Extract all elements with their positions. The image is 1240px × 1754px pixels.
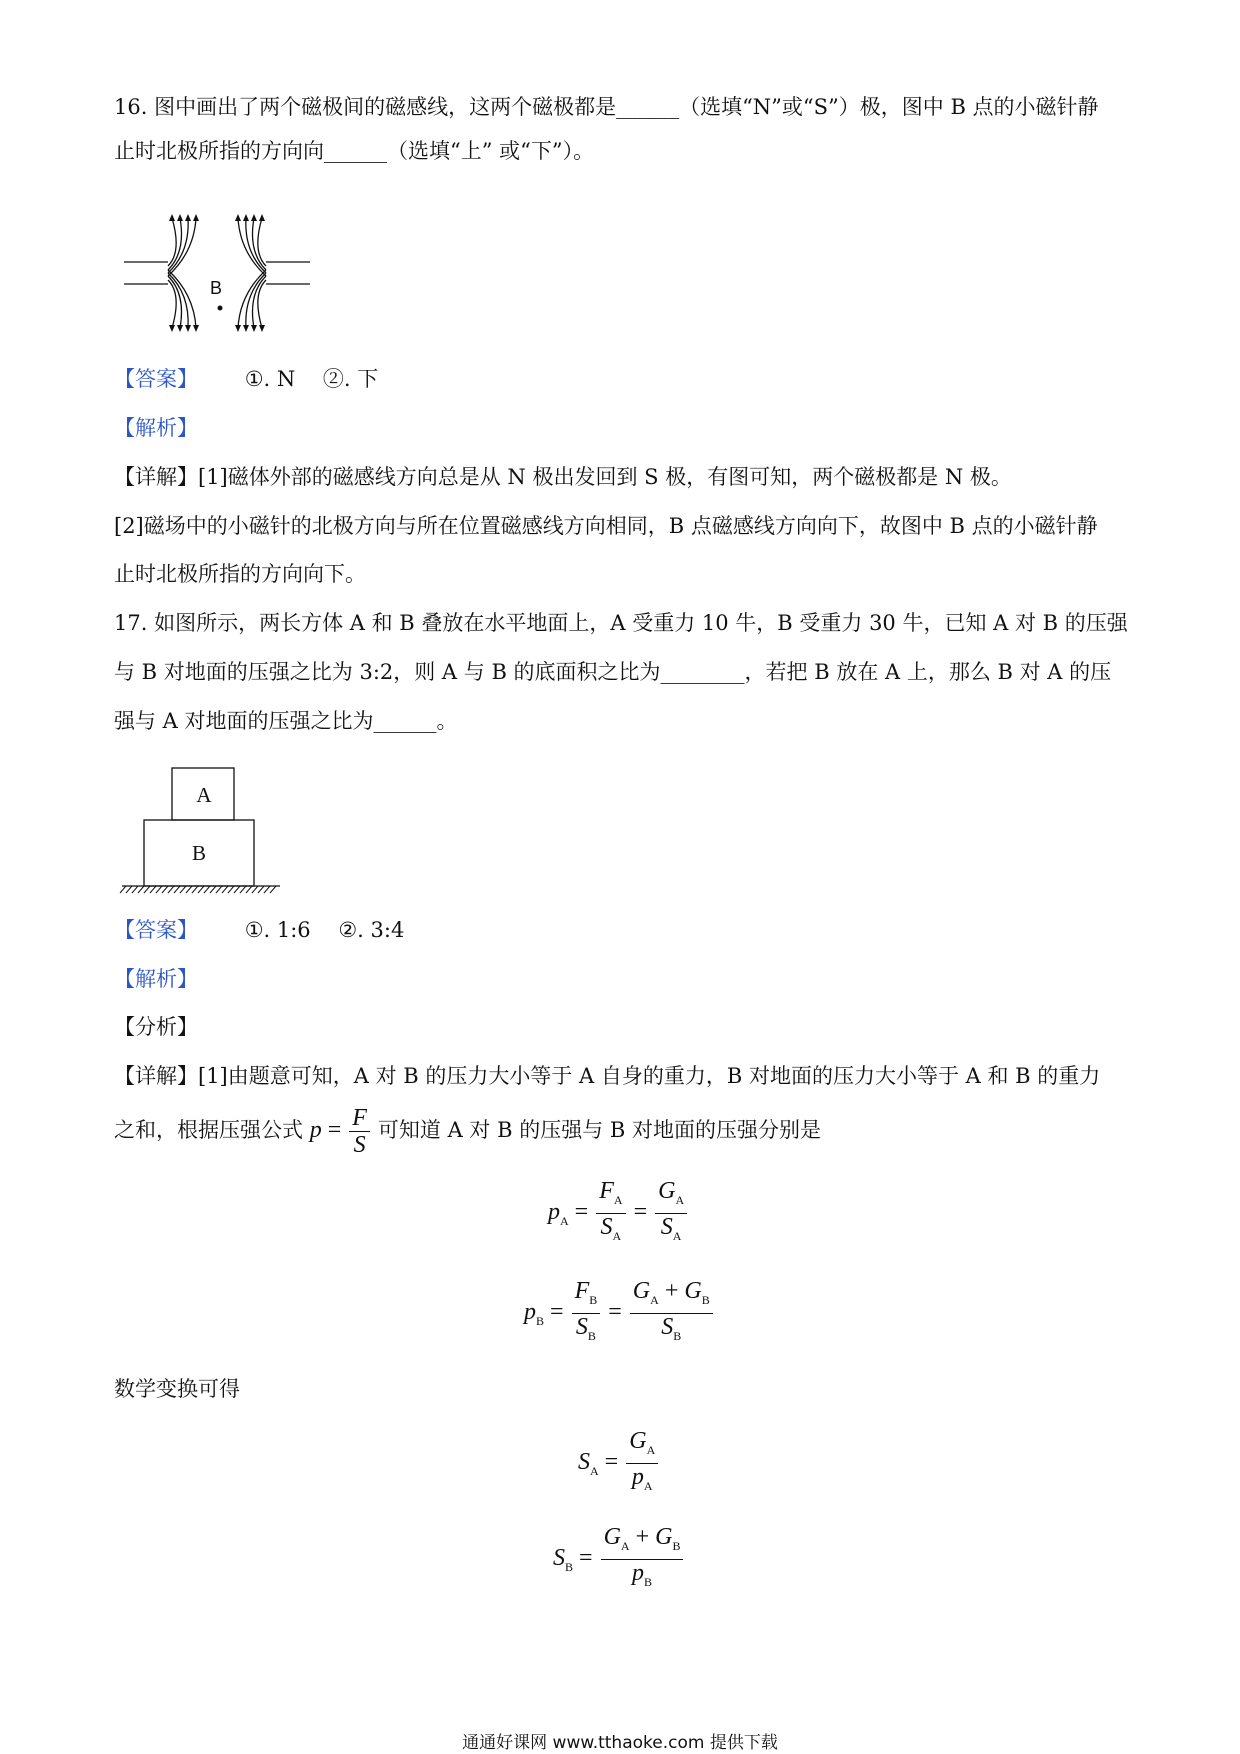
- analysis-tag: 【解析】: [114, 416, 198, 440]
- figure-label-b: B: [210, 278, 223, 298]
- answer-tag: 【答案】: [114, 367, 198, 391]
- q16-line-2: 止时北极所指的方向向______（选填“上” 或“下”）。: [114, 139, 595, 163]
- pressure-formula: p = $\frac{F}{S}$: [310, 1117, 378, 1143]
- q17-answer: [114, 915, 404, 945]
- analysis-sub-tag: 【分析】: [114, 1015, 198, 1039]
- block-a-label: A: [196, 783, 212, 807]
- equation-sa: $S_A$ = $\frac{G_A}{p_A}$: [578, 1428, 660, 1499]
- answer-tag: 【答案】: [114, 918, 198, 942]
- transform-text: 数学变换可得: [114, 1377, 240, 1401]
- q16-answer: [114, 364, 378, 394]
- magnetic-field-figure: [120, 212, 320, 336]
- answer-text: ①. N ②. 下: [244, 367, 379, 391]
- answer-text: ①. 1:6 ②. 3:4: [244, 918, 405, 942]
- q17-line-2: 与 B 对地面的压强之比为 3:2，则 A 与 B 的底面积之比为________，若把 B 放在 A 上，那么 B 对 A 的压: [114, 660, 1112, 684]
- q17-line-3: 强与 A 对地面的压强之比为______。: [114, 709, 458, 733]
- q16-detail-2a: [2]磁场中的小磁针的北极方向与所在位置磁感线方向相同，B 点磁感线方向向下，故图中 B 点的小磁针静: [114, 514, 1098, 538]
- point-b-dot: [218, 306, 223, 311]
- stacked-blocks-figure: [118, 764, 284, 894]
- analysis-tag: 【解析】: [114, 967, 198, 991]
- q16-line-1: 16. 图中画出了两个磁极间的磁感线，这两个磁极都是______（选填“N”或“S”）极，图中 B 点的小磁针静: [114, 95, 1099, 119]
- equation-pa: $p_A$ = $\frac{F_A}{S_A}$ = $\frac{G_A}{S_A}$: [548, 1178, 689, 1249]
- page-footer: 通通好课网 www.tthaoke.com 提供下载: [462, 1733, 778, 1753]
- q16-detail-1: 【详解】[1]磁体外部的磁感线方向总是从 N 极出发回到 S 极，有图可知，两个磁极都是 N 极。: [114, 465, 1012, 489]
- q17-detail-1: 【详解】[1]由题意可知，A 对 B 的压力大小等于 A 自身的重力，B 对地面的压力大小等于 A 和 B 的重力: [114, 1064, 1101, 1088]
- equation-pb: $p_B$ = $\frac{F_B}{S_B}$ = $\frac{G_A + G_B}{S_B}$: [524, 1278, 715, 1349]
- q17-line-1: 17. 如图所示，两长方体 A 和 B 叠放在水平地面上，A 受重力 10 牛，B 受重力 30 牛，已知 A 对 B 的压强: [114, 611, 1128, 635]
- q17-detail-2: 之和，根据压强公式 p = $\frac{F}{S}$ 可知道 A 对 B 的压强与 B 对地面的压强分别是: [114, 1104, 821, 1158]
- block-b-label: B: [191, 841, 207, 865]
- q16-detail-2b: 止时北极所指的方向向下。: [114, 562, 366, 586]
- equation-sb: $S_B$ = $\frac{G_A + G_B}{p_B}$: [553, 1524, 685, 1595]
